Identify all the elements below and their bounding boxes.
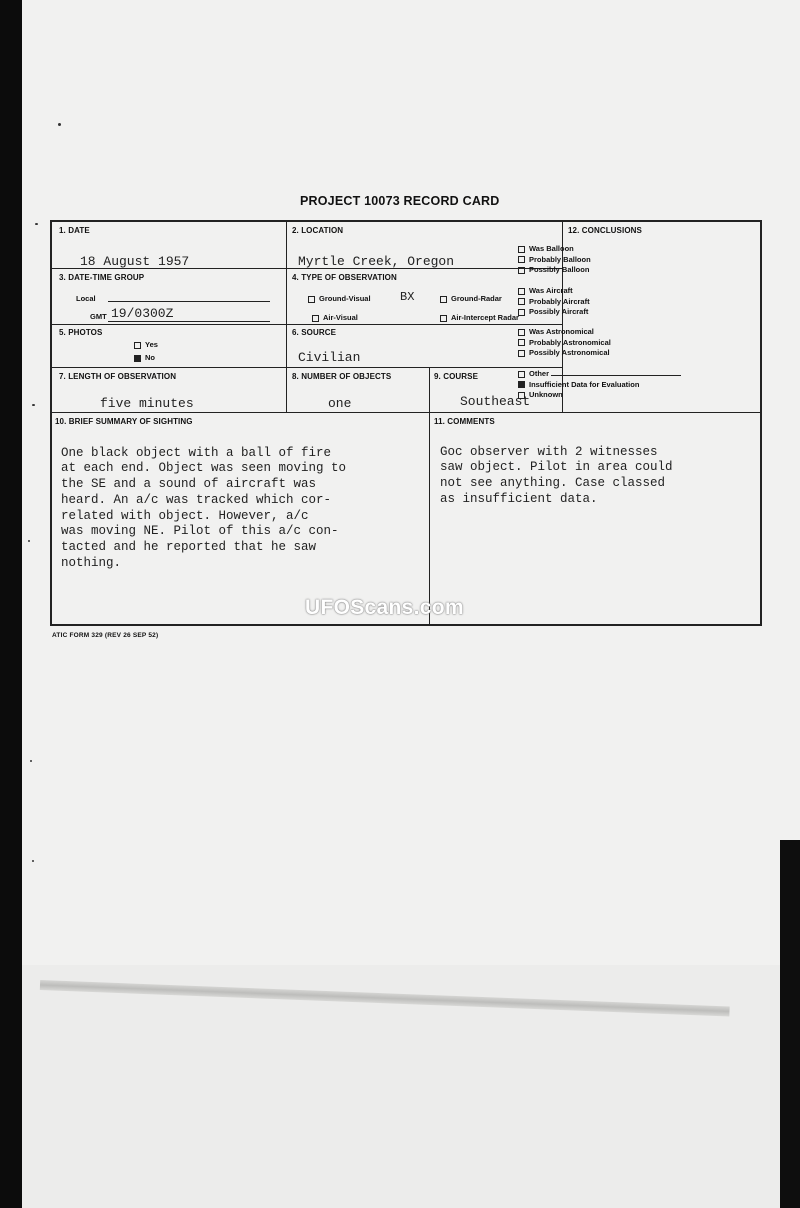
comments-line: saw object. Pilot in area could bbox=[440, 460, 673, 475]
checkbox-icon bbox=[518, 329, 525, 336]
number-label: 8. NUMBER OF OBJECTS bbox=[292, 372, 392, 381]
speck bbox=[35, 223, 38, 225]
comments-text bbox=[440, 429, 673, 508]
conclusion-was-balloon: Was Balloon bbox=[518, 244, 574, 255]
course-value: Southeast bbox=[460, 394, 531, 409]
checkbox-checked-icon bbox=[518, 381, 525, 388]
divider bbox=[52, 367, 562, 368]
photos-no-option: No bbox=[134, 353, 155, 362]
form-id: ATIC FORM 329 (REV 26 SEP 52) bbox=[52, 632, 159, 639]
checkbox-icon bbox=[440, 296, 447, 303]
conclusion-was-astronomical: Was Astronomical bbox=[518, 327, 594, 338]
checkbox-icon bbox=[518, 288, 525, 295]
checkbox-icon bbox=[518, 339, 525, 346]
location-value: Myrtle Creek, Oregon bbox=[298, 254, 455, 269]
summary-line: heard. An a/c was tracked which cor- bbox=[61, 492, 332, 507]
checkbox-icon bbox=[518, 298, 525, 305]
checkbox-icon bbox=[518, 392, 525, 399]
length-label: 7. LENGTH OF OBSERVATION bbox=[59, 372, 177, 381]
conclusion-unknown: Unknown bbox=[518, 390, 563, 401]
conclusions-label: 12. CONCLUSIONS bbox=[568, 226, 642, 235]
comments-line: Goc observer with 2 witnesses bbox=[440, 444, 658, 459]
gmt-label: GMT bbox=[90, 312, 107, 321]
divider bbox=[52, 412, 762, 413]
summary-line: nothing. bbox=[61, 555, 122, 570]
checkbox-icon bbox=[518, 371, 525, 378]
speck bbox=[32, 860, 34, 862]
speck bbox=[30, 760, 32, 762]
divider bbox=[286, 222, 287, 412]
watermark: UFOScans.com bbox=[305, 596, 464, 619]
course-label: 9. COURSE bbox=[434, 372, 479, 381]
checkbox-icon bbox=[312, 315, 319, 322]
conclusion-probably-aircraft: Probably Aircraft bbox=[518, 297, 590, 308]
checkbox-icon bbox=[134, 342, 141, 349]
record-card bbox=[50, 220, 762, 626]
other-line bbox=[551, 375, 681, 376]
air-visual-option: Air-Visual bbox=[312, 313, 358, 322]
checkbox-icon bbox=[518, 309, 525, 316]
checkbox-icon bbox=[518, 350, 525, 357]
conclusion-possibly-astronomical: Possibly Astronomical bbox=[518, 348, 610, 359]
location-label: 2. LOCATION bbox=[292, 226, 344, 235]
comments-line: as insufficient data. bbox=[440, 491, 598, 506]
checkbox-checked-icon bbox=[134, 355, 141, 362]
summary-line: was moving NE. Pilot of this a/c con- bbox=[61, 524, 339, 539]
conclusion-other: Other bbox=[518, 369, 681, 380]
summary-line: related with object. However, a/c bbox=[61, 508, 309, 523]
conclusion-possibly-aircraft: Possibly Aircraft bbox=[518, 307, 588, 318]
checkbox-icon bbox=[518, 267, 525, 274]
summary-line: One black object with a ball of fire bbox=[61, 445, 332, 460]
number-value: one bbox=[328, 396, 352, 411]
checkbox-icon bbox=[440, 315, 447, 322]
speck bbox=[28, 540, 30, 542]
source-value: Civilian bbox=[298, 350, 361, 365]
gmt-value: 19/0300Z bbox=[111, 306, 174, 321]
scan-left-edge bbox=[0, 0, 24, 1208]
comments-line: not see anything. Case classed bbox=[440, 476, 666, 491]
summary-line: tacted and he reported that he saw bbox=[61, 539, 317, 554]
checkbox-icon bbox=[518, 256, 525, 263]
summary-line: the SE and a sound of aircraft was bbox=[61, 477, 317, 492]
conclusion-probably-astronomical: Probably Astronomical bbox=[518, 338, 611, 349]
summary-label: 10. BRIEF SUMMARY OF SIGHTING bbox=[55, 417, 193, 426]
card-title: PROJECT 10073 RECORD CARD bbox=[300, 194, 500, 208]
length-value: five minutes bbox=[100, 396, 194, 411]
scan-right-edge bbox=[780, 840, 800, 1208]
source-label: 6. SOURCE bbox=[292, 328, 337, 337]
ground-radar-option: Ground-Radar bbox=[440, 294, 502, 303]
conclusion-was-aircraft: Was Aircraft bbox=[518, 286, 573, 297]
speck bbox=[32, 404, 35, 406]
divider bbox=[52, 324, 562, 325]
checkbox-icon bbox=[308, 296, 315, 303]
summary-line: at each end. Object was seen moving to bbox=[61, 461, 347, 476]
conclusion-probably-balloon: Probably Balloon bbox=[518, 255, 591, 266]
photos-yes-option: Yes bbox=[134, 340, 158, 349]
local-line bbox=[108, 301, 270, 302]
conclusion-insufficient-data: Insufficient Data for Evaluation bbox=[518, 380, 639, 391]
local-label: Local bbox=[76, 294, 96, 303]
date-label: 1. DATE bbox=[59, 226, 90, 235]
ground-visual-mark: BX bbox=[400, 290, 415, 304]
conclusion-possibly-balloon: Possibly Balloon bbox=[518, 265, 589, 276]
summary-text bbox=[61, 430, 346, 571]
ground-visual-option: Ground-Visual bbox=[308, 294, 371, 303]
checkbox-icon bbox=[518, 246, 525, 253]
speck bbox=[58, 123, 61, 126]
divider bbox=[429, 367, 430, 625]
dtg-label: 3. DATE-TIME GROUP bbox=[59, 273, 145, 282]
photos-label: 5. PHOTOS bbox=[59, 328, 103, 337]
type-label: 4. TYPE OF OBSERVATION bbox=[292, 273, 397, 282]
gmt-line bbox=[108, 321, 270, 322]
air-intercept-option: Air-Intercept Radar bbox=[440, 313, 519, 322]
comments-label: 11. COMMENTS bbox=[434, 417, 495, 426]
date-value: 18 August 1957 bbox=[80, 254, 190, 269]
